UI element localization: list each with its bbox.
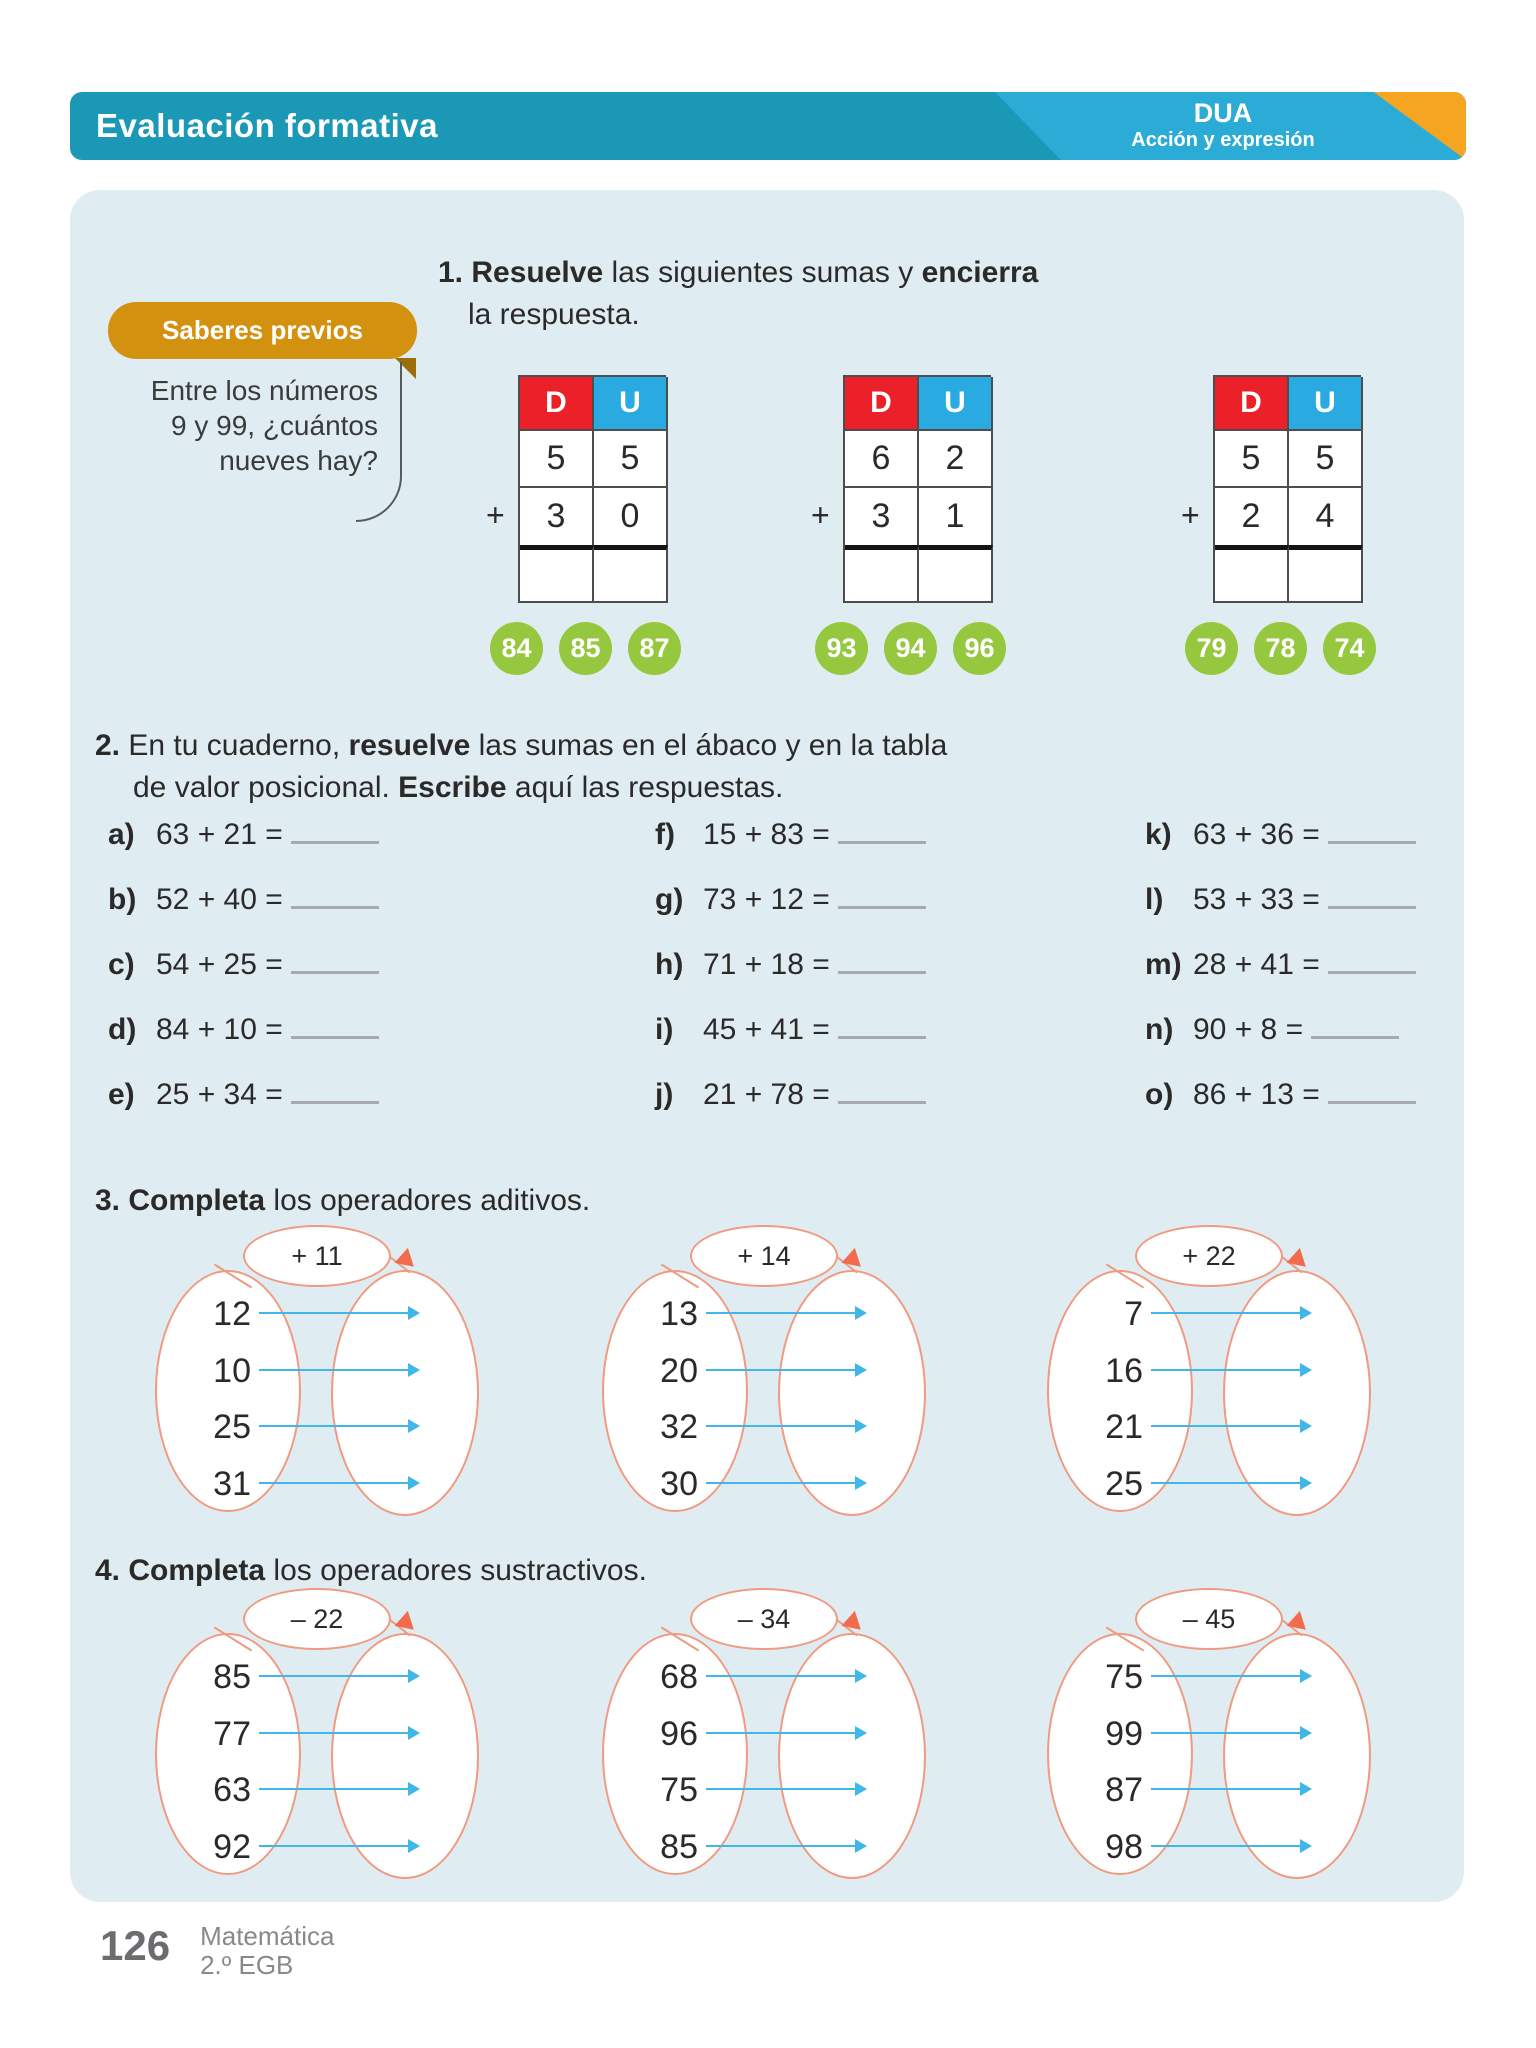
instruction-bold: Completa: [128, 1554, 266, 1587]
answer-blank[interactable]: [1328, 822, 1416, 844]
item-expression: 73 + 12 =: [703, 883, 830, 916]
page-title: Evaluación formativa: [96, 107, 438, 144]
exercise4-instruction: [95, 1550, 647, 1592]
input-number: 99: [1105, 1715, 1143, 1753]
instruction-line: [438, 252, 1038, 294]
blue-arrow-icon: [259, 1369, 409, 1371]
digit-cell: 5: [594, 431, 668, 488]
sum-item: [108, 883, 568, 948]
dua-subtitle: Acción y expresión: [1131, 129, 1315, 151]
answer-blank[interactable]: [291, 822, 379, 844]
answer-cell-tens[interactable]: [1215, 545, 1289, 603]
book-subject: Matemática: [200, 1921, 335, 1951]
input-number: 7: [1124, 1295, 1143, 1333]
answer-blank[interactable]: [838, 887, 926, 909]
blue-arrow-icon: [1151, 1482, 1301, 1484]
tens-header: D: [1215, 377, 1289, 431]
input-number: 92: [213, 1828, 251, 1866]
item-expression: 52 + 40 =: [156, 883, 283, 916]
input-number: 10: [213, 1352, 251, 1390]
instruction-line: la respuesta.: [468, 298, 640, 331]
subtractive-operator-diagram: [602, 1588, 942, 1888]
instruction-text: aquí las respuestas.: [506, 771, 784, 804]
digit-cell: 3: [520, 488, 594, 545]
blue-arrow-icon: [259, 1732, 409, 1734]
tens-header: D: [520, 377, 594, 431]
exercise3-instruction: [95, 1180, 590, 1222]
item-letter: b): [108, 883, 137, 916]
input-number: 12: [213, 1295, 251, 1333]
additive-operator-diagram: [1047, 1225, 1387, 1525]
item-expression: 45 + 41 =: [703, 1013, 830, 1046]
item-letter: c): [108, 948, 135, 981]
answer-option[interactable]: 84: [490, 622, 543, 675]
item-expression: 28 + 41 =: [1193, 948, 1320, 981]
place-value-grid: [843, 375, 991, 603]
instruction-bold: Resuelve: [471, 256, 604, 289]
item-expression: 53 + 33 =: [1193, 883, 1320, 916]
units-header: U: [919, 377, 993, 431]
blue-arrow-icon: [706, 1425, 856, 1427]
digit-cell: 5: [1215, 431, 1289, 488]
input-number: 25: [213, 1408, 251, 1446]
item-letter: f): [655, 818, 675, 851]
operator-label: + 11: [243, 1225, 391, 1287]
units-header: U: [1289, 377, 1363, 431]
item-letter: n): [1145, 1013, 1174, 1046]
item-letter: j): [655, 1078, 674, 1111]
digit-cell: 1: [919, 488, 993, 545]
sum-item: [655, 948, 1115, 1013]
sum-item: [1145, 948, 1536, 1013]
place-value-grid: [1213, 375, 1361, 603]
answer-blank[interactable]: [838, 952, 926, 974]
sum-item: [655, 818, 1115, 883]
sum-item: [108, 1013, 568, 1078]
blue-arrow-icon: [1151, 1425, 1301, 1427]
input-number: 16: [1105, 1352, 1143, 1390]
instruction-line: [95, 725, 947, 767]
item-expression: 63 + 21 =: [156, 818, 283, 851]
instruction-bold: encierra: [921, 256, 1039, 289]
answer-blank[interactable]: [291, 887, 379, 909]
blue-arrow-icon: [259, 1482, 409, 1484]
input-number: 75: [1105, 1658, 1143, 1696]
item-letter: g): [655, 883, 684, 916]
sum-item: [655, 1078, 1115, 1143]
question-line: 9 y 99, ¿cuántos: [170, 410, 378, 441]
item-letter: h): [655, 948, 684, 981]
units-header: U: [594, 377, 668, 431]
item-expression: 84 + 10 =: [156, 1013, 283, 1046]
instruction-line: [95, 767, 947, 809]
exercise1-instruction: [438, 252, 1038, 336]
exercise-number: 1.: [438, 256, 464, 289]
input-number: 31: [213, 1465, 251, 1503]
blue-arrow-icon: [706, 1675, 856, 1677]
input-number: 68: [660, 1658, 698, 1696]
blue-arrow-icon: [706, 1312, 856, 1314]
sum-item: [655, 883, 1115, 948]
item-expression: 15 + 83 =: [703, 818, 830, 851]
dua-block: [1098, 98, 1348, 152]
answer-option[interactable]: 85: [559, 622, 612, 675]
page-header-banner: [70, 92, 1466, 160]
content-panel: [70, 190, 1464, 1902]
additive-operator-diagram: [155, 1225, 495, 1525]
item-letter: d): [108, 1013, 137, 1046]
item-expression: 71 + 18 =: [703, 948, 830, 981]
blue-arrow-icon: [259, 1845, 409, 1847]
input-number: 25: [1105, 1465, 1143, 1503]
input-number: 77: [213, 1715, 251, 1753]
digit-cell: 2: [919, 431, 993, 488]
blue-arrow-icon: [706, 1845, 856, 1847]
book-grade: 2.º EGB: [200, 1950, 294, 1980]
tens-header: D: [845, 377, 919, 431]
answer-cell-units[interactable]: [594, 545, 668, 603]
input-number: 75: [660, 1771, 698, 1809]
item-expression: 54 + 25 =: [156, 948, 283, 981]
answer-blank[interactable]: [291, 952, 379, 974]
answer-cell-units[interactable]: [919, 545, 993, 603]
answer-blank[interactable]: [838, 1017, 926, 1039]
answer-option[interactable]: 87: [628, 622, 681, 675]
saberes-question: [108, 373, 378, 478]
blue-arrow-icon: [259, 1675, 409, 1677]
input-number: 20: [660, 1352, 698, 1390]
sum-item: [108, 1078, 568, 1143]
digit-cell: 0: [594, 488, 668, 545]
sum-column: [108, 818, 568, 1143]
operator-label: + 22: [1135, 1225, 1283, 1287]
digit-cell: 5: [520, 431, 594, 488]
additive-operator-diagram: [602, 1225, 942, 1525]
item-expression: 63 + 36 =: [1193, 818, 1320, 851]
book-info: [200, 1918, 334, 1980]
input-number: 13: [660, 1295, 698, 1333]
item-letter: e): [108, 1078, 135, 1111]
place-value-grid: [518, 375, 666, 603]
blue-arrow-icon: [706, 1788, 856, 1790]
question-line: nueves hay?: [219, 445, 378, 476]
plus-sign: +: [1181, 497, 1200, 533]
digit-cell: 2: [1215, 488, 1289, 545]
blue-arrow-icon: [259, 1788, 409, 1790]
sum-column: [655, 818, 1115, 1143]
blue-arrow-icon: [259, 1312, 409, 1314]
exercise2-instruction: [95, 725, 947, 809]
item-expression: 21 + 78 =: [703, 1078, 830, 1111]
answer-cell-units[interactable]: [1289, 545, 1363, 603]
blue-arrow-icon: [1151, 1845, 1301, 1847]
dua-title: DUA: [1193, 98, 1253, 128]
saberes-previos-badge: Saberes previos: [108, 302, 417, 359]
answer-option[interactable]: 79: [1185, 622, 1238, 675]
blue-arrow-icon: [1151, 1788, 1301, 1790]
answer-options: [1185, 622, 1376, 675]
place-value-table: [811, 375, 995, 663]
sum-column: [1145, 818, 1536, 1143]
instruction-bold: resuelve: [348, 729, 471, 762]
item-expression: 86 + 13 =: [1193, 1078, 1320, 1111]
answer-option[interactable]: 78: [1254, 622, 1307, 675]
instruction-text: de valor posicional.: [133, 771, 399, 804]
subtractive-operator-diagram: [1047, 1588, 1387, 1888]
item-expression: 25 + 34 =: [156, 1078, 283, 1111]
item-letter: l): [1145, 883, 1164, 916]
exercise-number: 3.: [95, 1184, 121, 1217]
operator-label: + 14: [690, 1225, 838, 1287]
page-footer: [100, 1918, 334, 1980]
input-number: 85: [213, 1658, 251, 1696]
instruction-text: los operadores sustractivos.: [265, 1554, 647, 1587]
answer-blank[interactable]: [838, 822, 926, 844]
input-number: 21: [1105, 1408, 1143, 1446]
sum-item: [1145, 1013, 1536, 1078]
item-expression: 90 + 8 =: [1193, 1013, 1304, 1046]
blue-arrow-icon: [706, 1482, 856, 1484]
instruction-bold: Completa: [128, 1184, 266, 1217]
answer-blank[interactable]: [1311, 1017, 1399, 1039]
answer-blank[interactable]: [1328, 887, 1416, 909]
plus-sign: +: [811, 497, 830, 533]
item-letter: a): [108, 818, 135, 851]
answer-blank[interactable]: [1328, 952, 1416, 974]
input-number: 30: [660, 1465, 698, 1503]
sum-item: [108, 948, 568, 1013]
instruction-text: las siguientes sumas y: [603, 256, 922, 289]
place-value-table: [1181, 375, 1365, 663]
plus-sign: +: [486, 497, 505, 533]
answer-options: [815, 622, 1006, 675]
subtractive-operator-diagram: [155, 1588, 495, 1888]
blue-arrow-icon: [706, 1732, 856, 1734]
instruction-text: En tu cuaderno,: [128, 729, 349, 762]
blue-arrow-icon: [259, 1425, 409, 1427]
answer-cell-tens[interactable]: [520, 545, 594, 603]
page-number: 126: [100, 1922, 171, 1969]
question-line: Entre los números: [150, 375, 378, 406]
sum-item: [1145, 818, 1536, 883]
instruction-bold: Escribe: [398, 771, 507, 804]
answer-blank[interactable]: [291, 1082, 379, 1104]
blue-arrow-icon: [706, 1369, 856, 1371]
input-number: 85: [660, 1828, 698, 1866]
sum-item: [108, 818, 568, 883]
blue-arrow-icon: [1151, 1369, 1301, 1371]
input-number: 96: [660, 1715, 698, 1753]
instruction-text: los operadores aditivos.: [265, 1184, 591, 1217]
item-letter: o): [1145, 1078, 1174, 1111]
exercise-number: 2.: [95, 729, 121, 762]
input-number: 98: [1105, 1828, 1143, 1866]
answer-option[interactable]: 93: [815, 622, 868, 675]
item-letter: i): [655, 1013, 674, 1046]
digit-cell: 6: [845, 431, 919, 488]
operator-label: – 22: [243, 1588, 391, 1650]
blue-arrow-icon: [1151, 1675, 1301, 1677]
instruction-text: las sumas en el ábaco y en la tabla: [470, 729, 948, 762]
answer-option[interactable]: 74: [1323, 622, 1376, 675]
answer-blank[interactable]: [838, 1082, 926, 1104]
answer-options: [490, 622, 681, 675]
sum-item: [1145, 1078, 1536, 1143]
sum-item: [655, 1013, 1115, 1078]
digit-cell: 4: [1289, 488, 1363, 545]
answer-option[interactable]: 94: [884, 622, 937, 675]
blue-arrow-icon: [1151, 1312, 1301, 1314]
operator-label: – 45: [1135, 1588, 1283, 1650]
item-letter: k): [1145, 818, 1172, 851]
sum-item: [1145, 883, 1536, 948]
exercise-number: 4.: [95, 1554, 121, 1587]
blue-arrow-icon: [1151, 1732, 1301, 1734]
answer-blank[interactable]: [291, 1017, 379, 1039]
answer-option[interactable]: 96: [953, 622, 1006, 675]
digit-cell: 5: [1289, 431, 1363, 488]
item-letter: m): [1145, 948, 1182, 981]
input-number: 32: [660, 1408, 698, 1446]
operator-label: – 34: [690, 1588, 838, 1650]
place-value-table: [486, 375, 670, 663]
digit-cell: 3: [845, 488, 919, 545]
input-number: 87: [1105, 1771, 1143, 1809]
answer-blank[interactable]: [1328, 1082, 1416, 1104]
speech-bubble-curve: [356, 362, 402, 522]
input-number: 63: [213, 1771, 251, 1809]
answer-cell-tens[interactable]: [845, 545, 919, 603]
